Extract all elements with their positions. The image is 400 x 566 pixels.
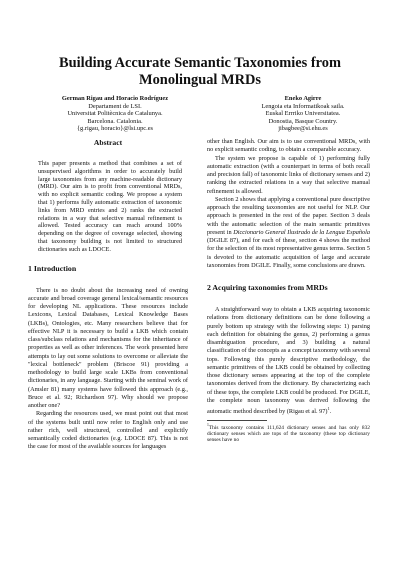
paper-title: Building Accurate Semantic Taxonomies from Monolingual MRDs <box>59 55 341 88</box>
author-name: Eneko Agirre <box>284 95 322 102</box>
left-column <box>28 138 188 452</box>
section-heading-introduction: 1 Introduction <box>28 263 77 273</box>
right-column <box>207 138 370 443</box>
intro-paragraph-5 <box>207 196 370 270</box>
intro-paragraph-1: There is no doubt about the increasing need of owning accurate and broad coverage general lexical/semantic resources for developing NL applications. These resources include Lexicons, Lexical Databases, Lexical Knowledge Bases (LKBs), Ontologies, etc. Many researchers believe that for effective NLP it is necessary to build a LKB which contain class/subclass relations and mechanisms for the inheritance of properties as well as other inferences. The work presented here attempts to lay out some solutions to overcome or alleviate the "lexical bottleneck" problem (Briscoe 91) providing a methodology to build large scale LKBs from conventional dictionaries, in any language. Starting with the seminal work of (Amsler 81) many systems have followed this approach (e.g., Bruce et al. 92; Richardson 97). Why should we propose another one? <box>28 286 188 410</box>
author-city: Donostia, Basque Country. <box>268 117 338 125</box>
intro-paragraph-3: other than English. Our aim is to use conventional MRDs, with no explicit semantic coding, to obtain a comparable accuracy. <box>207 138 370 154</box>
acquiring-paragraph-1-end: . <box>329 408 332 416</box>
intro-paragraph-4: The system we propose is capable of 1) performing fully automatic extraction (with a counterpart in terms of both recall and precision fall) of taxonomic links of dictionary senses and 2) ranking the extracted relations in a way that selective manual refinement is allowed. <box>207 154 370 195</box>
author-department: Departament de LSI. <box>88 102 142 110</box>
footnote <box>207 422 370 443</box>
acquiring-paragraph-1-text: A straightforward way to obtain a LKB acquiring taxonomic relations from dictionary definitions can be done following a purely bottom up strategy with the following steps: 1) parsing each definition for obtaining the genus, 2) performing a genus disambiguation procedure, and 3) building a natural classification of the concepts as a concept taxonomy with several tops. Following this purely descriptive methodology, the semantic primitives of the LKB could be obtained by collecting those dictionary senses appearing at the top of the complete taxonomies derived from the dictionary. By characterizing each of these tops, the complete LKB could be produced. For DGILE, the complete noun taxonomy was derived following the automatic method described by (Rigau et al. 97) <box>207 306 370 416</box>
acquiring-paragraph-1 <box>207 306 370 416</box>
abstract-text: This paper presents a method that combines a set of unsupervised algorithms in order to accurately build large taxonomies from any machine-readable dictionary (MRD). Our aim is to profit from conventional MRDs, with no explicit semantic coding. We propose a system that 1) performs fully automatic extraction of taxonomic links from MRD entries and 2) ranks the extracted relations in a way that selective manual refinement is allowed. Tested accuracy can reach around 100% depending on the degree of coverage selected, showing that taxonomy building is not limited to structured dictionaries such as LDOCE. <box>38 160 182 253</box>
footnote-divider <box>207 420 267 421</box>
section-heading-acquiring-taxonomies: 2 Acquiring taxonomies from MRDs <box>207 283 328 292</box>
author-name: German Rigau and Horacio Rodríguez <box>61 95 169 102</box>
author-department: Lengoia eta Informatikoak saila. <box>261 102 345 110</box>
intro-paragraph-5-text: Section 2 shows that applying a conventional pure descriptive approach the resulting taxonomies are not useful for NLP. Our approach is presented in the rest of the paper. Section 3 deals with the automatic selection of the main semantic primitives present in <box>207 195 370 236</box>
intro-paragraph-5-text-end: (DGILE 87), and for each of these, section 4 shows the method for the selection of its most representative genus terms. Section 5 is devoted to the automatic acquisition of large and accurate taxonomies from DGILE. Finally, some conclusions are drawn. <box>207 237 370 269</box>
author-organization: Universitat Politècnica de Catalunya. <box>67 110 163 118</box>
footnote-text: This taxonomy contains 111,624 dictionary senses and has only 832 dictionary senses which are tops of the taxonomy (these top dictionary senses have no <box>207 425 370 444</box>
intro-paragraph-2: Regarding the resources used, we must point out that most of the systems built until now refer to English only and use rather rich, well structured, controlled and explicitly semantically coded dictionaries (e.g. LDOCE 87). This is not the case for most of the available sources for languages <box>28 410 188 451</box>
author-organization: Euskal Errriko Universitatea. <box>265 110 341 118</box>
footnote-marker: 1 <box>207 423 209 428</box>
dictionary-title: Diccionario General Ilustrado de la Lengua Española <box>233 228 370 236</box>
author-email: jibagbee@si.ehu.es <box>278 125 328 133</box>
author-city: Barcelona. Catalonia. <box>87 117 143 125</box>
footnote-reference: 1 <box>327 406 330 411</box>
author-block <box>208 95 398 133</box>
author-email: {g.rigau, horacio}@lsi.upc.es <box>76 125 154 133</box>
author-block <box>30 95 200 133</box>
abstract-heading: Abstract <box>93 138 123 147</box>
